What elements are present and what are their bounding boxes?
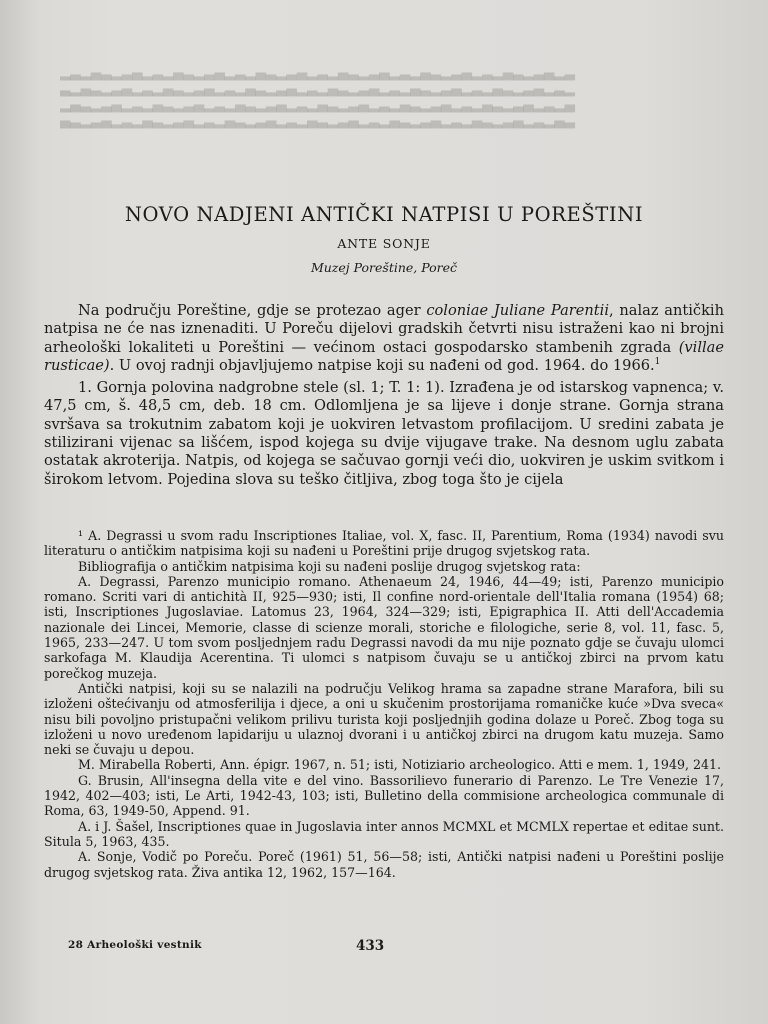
author-name: ANTE SONJE bbox=[337, 236, 431, 251]
footnote-paragraph: A. Sonje, Vodič po Poreču. Poreč (1961) 51, 56—58; isti, Antički natpisi nađeni u Poreštini poslije drugog svjetskog rata. Živa antika 12, 1962, 157—164. bbox=[44, 849, 724, 880]
latin-term: (villae rusticae) bbox=[44, 338, 724, 374]
footnote-paragraph: Bibliografija o antičkim natpisima koji su nađeni poslije drugog svjetskog rata: bbox=[78, 558, 581, 574]
footnotes bbox=[44, 528, 724, 880]
footnote-paragraph: M. Mirabella Roberti, Ann. épigr. 1967, n. 51; isti, Notiziario archeologico. Atti e mem. 1, 1949, 241. bbox=[78, 757, 722, 773]
article-title: NOVO NADJENI ANTIČKI NATPISI U POREŠTINI bbox=[124, 203, 644, 226]
footnote-ref: 1 bbox=[654, 357, 661, 368]
latin-term: coloniae Juliane Parentii bbox=[426, 302, 609, 319]
page-number: 433 bbox=[356, 938, 385, 954]
footnote-paragraph: ¹ A. Degrassi u svom radu Inscriptiones Italiae, vol. X, fasc. II, Parentium, Roma (1934) navodi svu literaturu o antičkim natpisima koji su nađeni u Poreštini prije drugog svjetskog rata. bbox=[44, 528, 724, 559]
footnote-paragraph: G. Brusin, All'insegna della vite e del vino. Bassorilievo funerario di Parenzo. Le Tre Venezie 17, 1942, 402—403; isti, Le Arti, 1942-43, 103; isti, Bulletino della commisione archeologica communale di Roma, 63, 1949-50, Append. 91. bbox=[44, 772, 724, 819]
footnote-paragraph: A. i J. Šašel, Inscriptiones quae in Jugoslavia inter annos MCMXL et MCMLX repertae et editae sunt. Situla 5, 1963, 435. bbox=[44, 818, 724, 849]
bleed-through-texture: ▂▃▂▄▃▂▃▄▂▃▂▄▃▂▃▄▂▃▂▄▃▂▃▄▂▃▂▄▃▂▃▄▂▃▂▄▃▂▃▄▂▃▂▄▃▂▃▄▂▃ ▃▂▄▃▂▃▄▂▃▂▄▃▂▃▄▂▃▂▄▃▂▃▄▂▃▂▄▃▂▃▄▂▃▂▄▃▂▃▄▂▃▂▄▃▂▃▄▂▃▂ ▂▄▃▂▃▄▂▃▂▄▃▂▃▄▂▃▂▄▃▂▃▄▂▃▂▄▃▂▃▄▂▃▂▄▃▂▃▄▂▃▂▄▃▂▃▄▂▃▂▄ ▄▃▂▃▄▂▃▂▄▃▂▃▄▂▃▂▄▃▂▃▄▂▃▂▄▃▂▃▄▂▃▂▄▃▂▃▄▂▃▂▄▃▂▃▄▂▃▂▄▃ bbox=[60, 66, 575, 129]
inscription-1-paragraph: 1. Gornja polovina nadgrobne stele (sl. 1; T. 1: 1). Izrađena je od istarskog vapnenca; v. 47,5 cm, š. 48,5 cm, deb. 18 cm. Odlomljena je sa lijeve i donje strane. Gornja strana svršava sa trokutnim zabatom koji je uokviren letvastom profilacijom. U sredini zabata je stilizirani vijenac sa lišćem, ispod kojega su dvije vijugave trake. Na desnom uglu zabata ostatak akroterija. Natpis, od kojega se sačuvao gornji veći dio, uokviren je uskim svitkom i širokom letvom. Pojedina slova su teško čitljiva, zbog toga što je cijela bbox=[44, 379, 724, 488]
footnote-paragraph: A. Degrassi, Parenzo municipio romano. Athenaeum 24, 1946, 44—49; isti, Parenzo municipio romano. Scriti vari di antichità II, 925—930; isti, Il confine nord-orientale dell'Italia romana (1954) 68; isti, Inscriptiones Jugoslaviae. Latomus 23, 1964, 324—329; isti, Epigraphica II. Atti dell'Accademia nazionale dei Lincei, Memorie, classe di scienze morali, storiche e filologiche, serie 8, vol. 11, fasc. 5, 1965, 233—247. U tom svom posljednjem radu Degrassi navodi da mu nije poznato gdje se čuvaju ulomci sarkofaga M. Klaudija Acerentina. Ti ulomci s natpisom čuvaju se u antičkoj zbirci na prvom katu porečkog muzeja. bbox=[44, 573, 724, 681]
intro-paragraph: Na području Poreštine, gdje se protezao ager coloniae Juliane Parentii, nalaz antičkih natpisa ne će nas iznenaditi. U Poreču dijelovi gradskih četvrti nisu istraženi kao ni brojni arheološki lokaliteti u Poreštini — većinom ostaci gospodarsko stambenih zgrada (villae rusticae). U ovoj radnji objavljujemo natpise koji su nađeni od god. 1964. do 1966.$^1$ bbox=[44, 302, 724, 374]
journal-footer: 28 Arheološki vestnik bbox=[68, 939, 202, 951]
footnote-paragraph: Antički natpisi, koji su se nalazili na području Velikog hrama sa zapadne strane Marafora, bili su izloženi oštećivanju od atmosferilija i djece, a oni u skučenim prostorijama romaničke kuće »Dva sveca« nisu bili povoljno pristupačni velikom prilivu turista koji posljednjih godina dolaze u Poreč. Zbog toga su izloženi u novo uređenom lapidariju u ulaznoj dvorani i u antičkoj zbirci na drugom katu muzeja. Samo neki se čuvaju u depou. bbox=[44, 680, 724, 758]
article-body bbox=[44, 302, 724, 489]
author-affiliation: Muzej Poreštine, Poreč bbox=[310, 260, 458, 275]
